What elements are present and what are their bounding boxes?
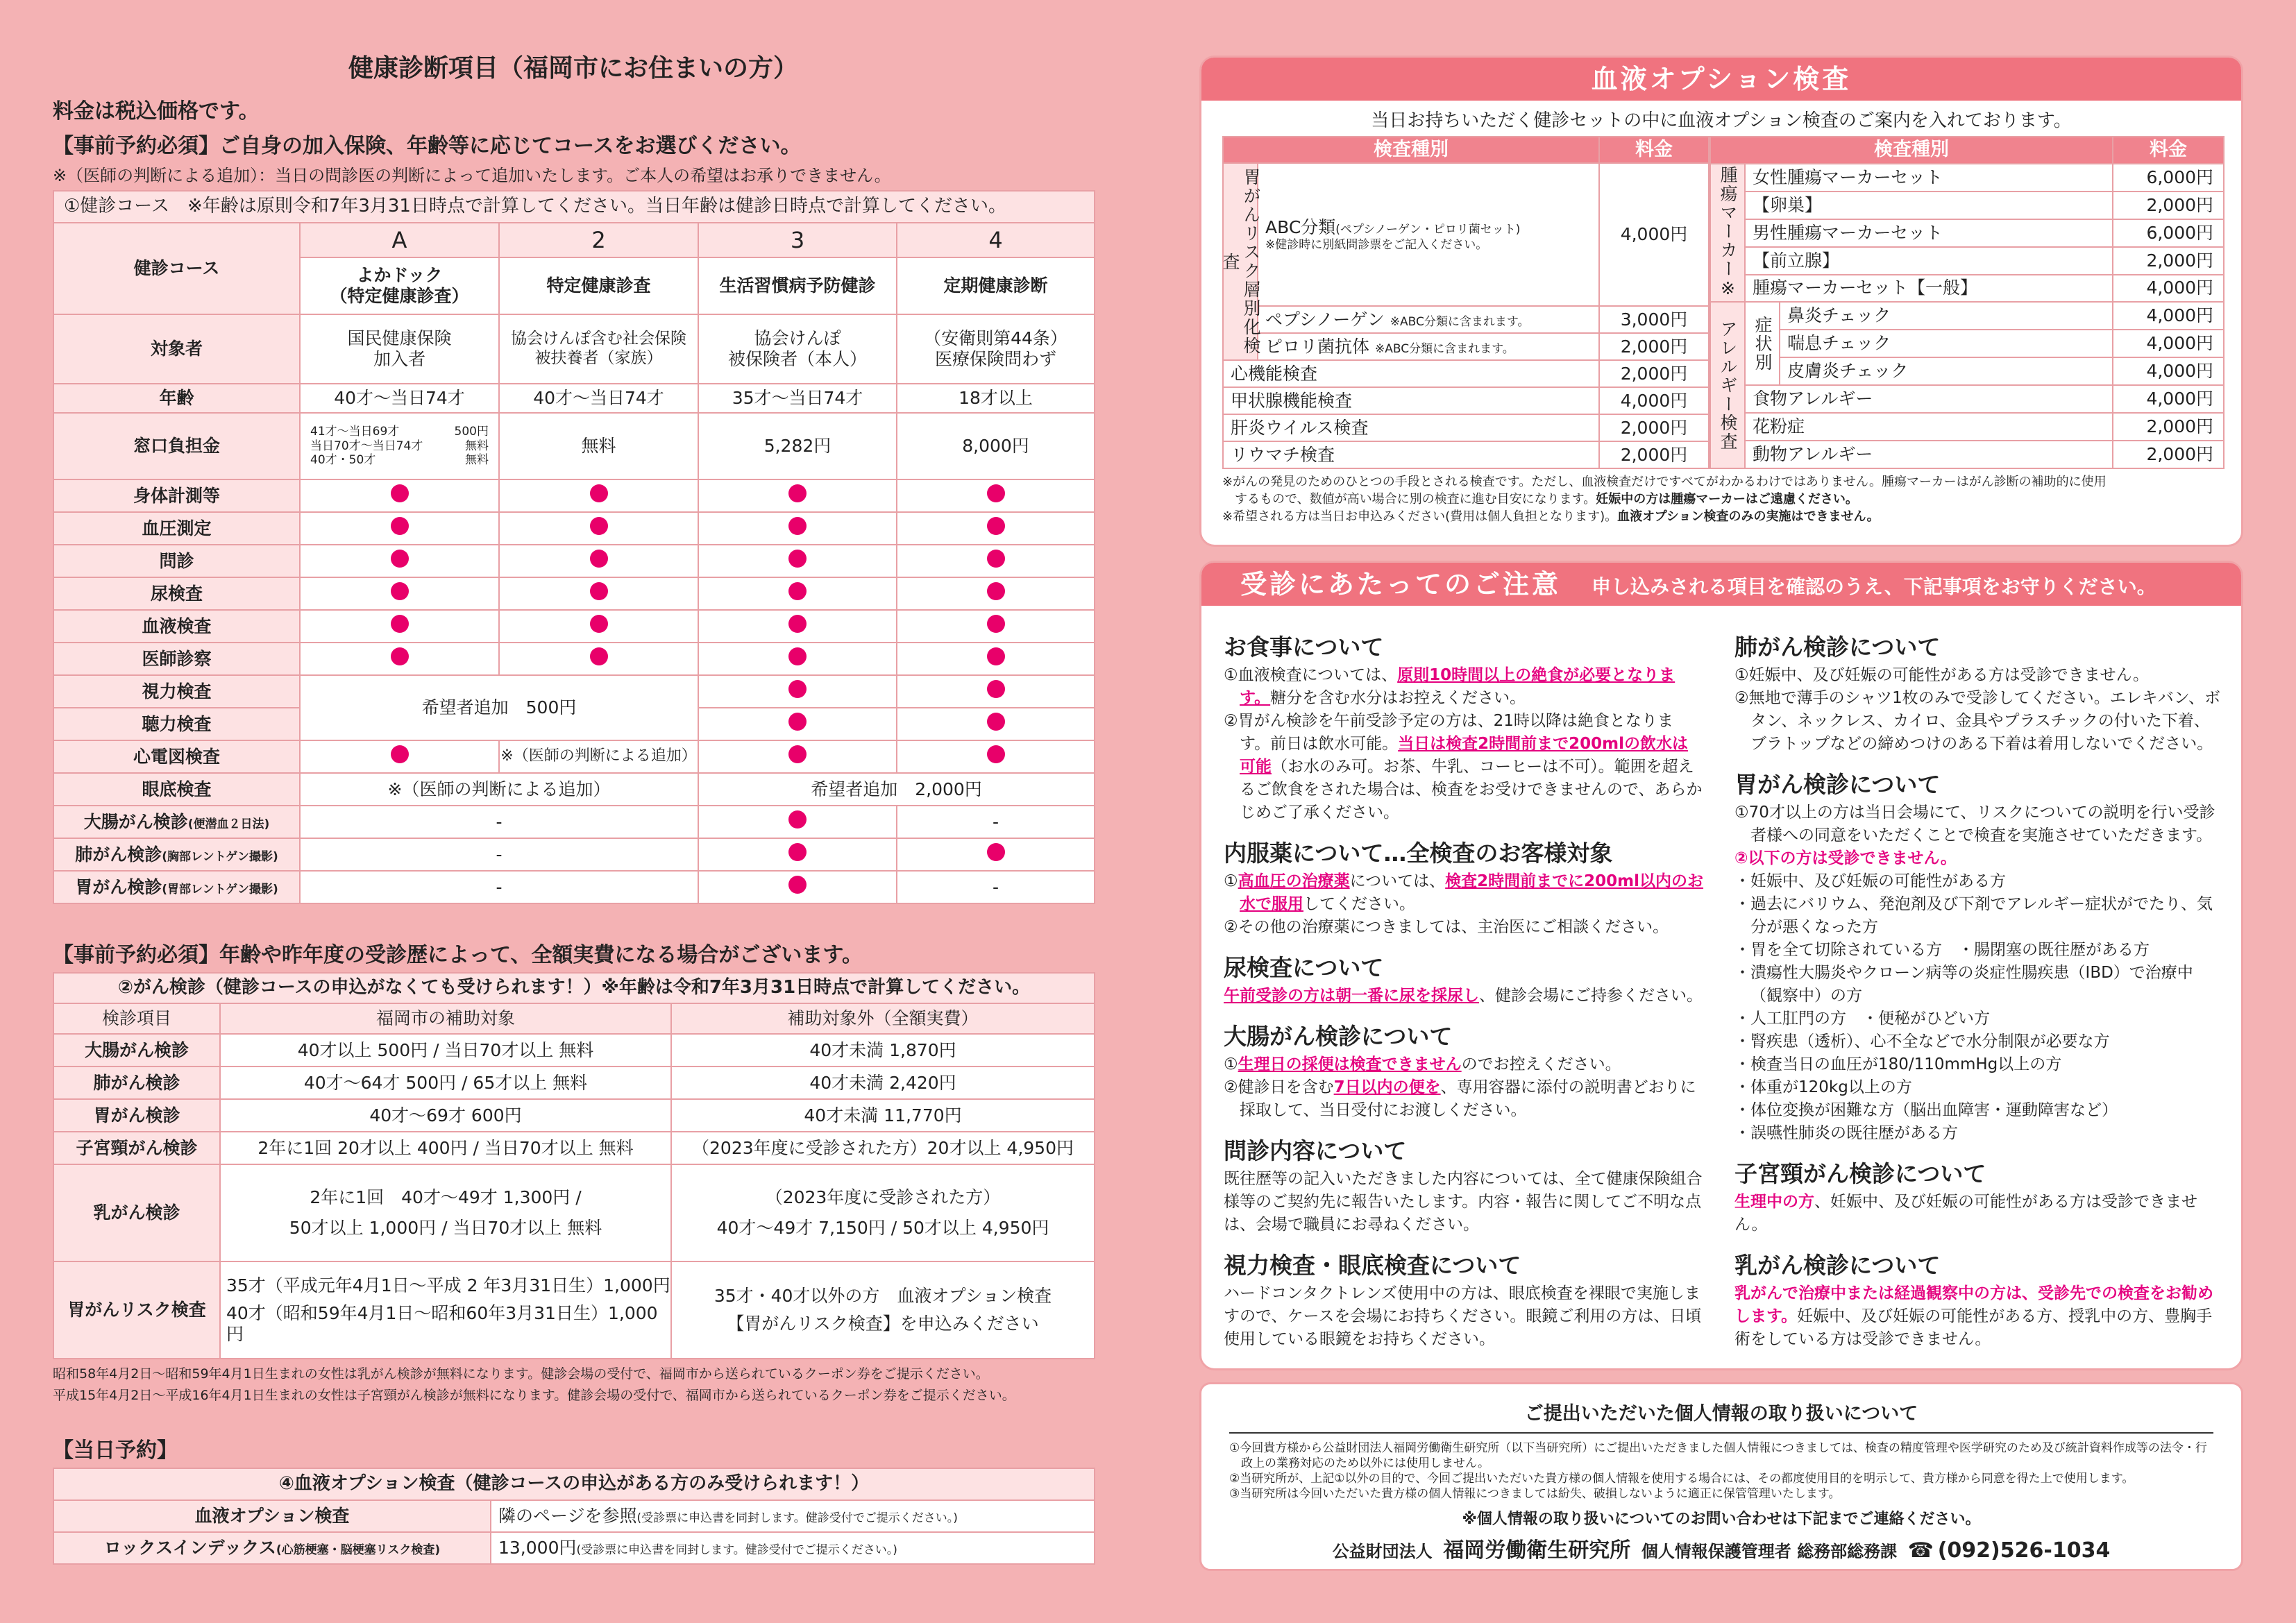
tax-note: 料金は税込価格です。 <box>53 99 260 124</box>
ecg-doctor-add: ※（医師の判断による追加） <box>499 740 698 773</box>
included-dot <box>590 615 608 633</box>
meal-heading: お食事について <box>1224 634 1384 661</box>
blood-fee: 2,000円 <box>2113 192 2224 219</box>
notes-box <box>1199 561 2243 1370</box>
vision-label: 視力検査 <box>53 675 300 708</box>
blood-fee: 6,000円 <box>2113 219 2224 247</box>
blood-item: 【前立腺】 <box>1745 247 2113 275</box>
cancer-row-label: 肺がん検診 <box>53 1067 220 1099</box>
item-label: 血液検査 <box>53 610 300 643</box>
blood-option-table <box>53 1468 1095 1565</box>
breast-heading: 乳がん検診について <box>1734 1252 1941 1279</box>
target-a: 国民健康保険 加入者 <box>300 314 499 384</box>
included-dot <box>590 647 608 665</box>
included-dot <box>391 484 409 502</box>
cancer-subsidy: 40才〜64才 500円 / 65才以上 無料 <box>220 1067 671 1099</box>
course-label: 健診コース <box>53 223 300 314</box>
included-dot <box>987 745 1005 763</box>
doctor-note: ※（医師の判断による追加）：当日の問診医の判断によって追加いたします。ご本人の希望はお承りできません。 <box>53 166 891 185</box>
blood-item: 皮膚炎チェック <box>1780 357 2113 385</box>
cancer-subsidy: 2年に1回 20才以上 400円 / 当日70才以上 無料 <box>220 1132 671 1164</box>
ecg-label: 心電図検査 <box>53 740 300 773</box>
blood-item: 心機能検査 <box>1223 360 1599 387</box>
col-header: 料金 <box>2113 137 2224 164</box>
cancer-full: （2023年度に受診された方）20才以上 4,950円 <box>671 1132 1095 1164</box>
included-dot <box>788 810 807 829</box>
med-heading: 内服薬について…全検査のお客様対象 <box>1224 840 1613 867</box>
lox-label: ロックスインデックス(心筋梗塞・脳梗塞リスク検査) <box>53 1532 491 1564</box>
notes-col-left: お食事について ①血液検査については、原則10時間以上の絶食が必要となります。糖分を含む水分はお控えください。 ②胃がん検診を午前受診予定の方は、21時以降は絶食となります。前日は飲水可能。当日は検査2時間前まで200mlの飲水は可能（お水のみ可。お茶、牛乳、コーヒーは不可）。範囲を超えるご飲食をされた場合は、検査をお受けできませんので、あらかじめご了承ください。 内服薬について…全検査のお客様対象 ①高血圧の治療薬については、検査2時間前までに200ml以内のお水で服用してください。 ②その他の治療薬につきましては、主治医にご相談ください。 尿検査について 午前受診の方は朝一番に尿を採尿し、健診会場にご持参ください。 大腸がん検診について ①生理日の採便は検査できませんのでお控えください。 ②健診日を含む7日以内の便を、専用容器に添付の説明書どおりに採取して、当日受付にお渡しください。 問診内容について 既往歴等の記入いただきました内容については、全て健康保険組合様等のご契約先に報告いたします。内容・報告に関してご不明な点は、会場で職員にお尋ねください。 視力検査・眼底検査について ハードコンタクトレンズ使用中の方は、眼底検査を裸眼で実施しますので、ケースを会場にお持ちください。眼鏡ご利用の方は、日頃使用している眼鏡をお持ちください。 <box>1224 634 1704 1348</box>
age-4: 18才以上 <box>897 384 1095 413</box>
course-code-4: 4 <box>897 223 1095 257</box>
notes-col-right: 肺がん検診について ①妊娠中、及び妊娠の可能性がある方は受診できません。 ②無地で薄手のシャツ1枚のみで受診してください。エレキバン、ボタン、ネックレス、カイロ、金具やプラスチックの付いた下着、ブラトップなどの締めつけのある下着は着用しないでください。 胃がん検診について ①70才以上の方は当日会場にて、リスクについての説明を行い受診者様への同意をいただくことで検査を実施させていただきます。 ②以下の方は受診できません。 ・妊娠中、及び妊娠の可能性がある方 ・過去にバリウム、発泡剤及び下剤でアレルギー症状がでたり、気分が悪くなった方 ・胃を全て切除されている方 ・腸閉塞の既往歴がある方 ・潰瘍性大腸炎やクローン病等の炎症性腸疾患（IBD）で治療中（観察中）の方 ・人工肛門の方 ・便秘がひどい方 ・腎疾患（透析）、心不全などで水分制限が必要な方 ・検査当日の血圧が180/110mmHg以上の方 ・体重が120kg以上の方 ・体位変換が困難な方（脳出血障害・運動障害など） ・誤嚥性肺炎の既往歴がある方 子宮頸がん検診について 生理中の方、妊娠中、及び妊娠の可能性がある方は受診できません。 乳がん検診について 乳がんで治療中または経過観察中の方は、受診先での検査をお勧めします。妊娠中、及び妊娠の可能性がある方、授乳中の方、豊胸手術をしている方は受診できません。 <box>1734 618 2225 1351</box>
footnote: 昭和58年4月2日〜昭和59年4月1日生まれの女性は乳がん検診が無料になります。健診会場の受付で、福岡市から送られているクーポン券をご提示ください。 <box>53 1366 989 1382</box>
dash: - <box>300 838 698 871</box>
included-dot <box>788 713 807 731</box>
target-2: 協会けんぽ含む社会保険 被扶養者（家族） <box>499 314 698 384</box>
blood-item: 甲状腺機能検査 <box>1223 387 1599 414</box>
blood-intro: 当日お持ちいただく健診セットの中に血液オプション検査のご案内を入れております。 <box>1371 110 2072 131</box>
left-page <box>53 49 1094 1565</box>
blood-item: 肝炎ウイルス検査 <box>1223 414 1599 441</box>
blood-item: 【卵巣】 <box>1745 192 2113 219</box>
blood-item: 動物アレルギー <box>1745 441 2113 468</box>
included-dot <box>788 517 807 535</box>
item-label: 問診 <box>53 545 300 577</box>
included-dot <box>788 615 807 633</box>
allergy-group-label: アレルギー検査 <box>1710 302 1745 468</box>
risk-label: 胃がんリスク検査 <box>53 1261 220 1359</box>
included-dot <box>590 484 608 502</box>
age-3: 35才〜当日74才 <box>698 384 897 413</box>
item-label: 医師診察 <box>53 643 300 675</box>
blood-option-box <box>1199 56 2243 547</box>
privacy-title: ご提出いただいた個人情報の取り扱いについて <box>1229 1398 2213 1434</box>
fee-3: 5,282円 <box>698 413 897 479</box>
included-dot <box>987 582 1005 600</box>
item-label: 血圧測定 <box>53 512 300 545</box>
included-dot <box>788 550 807 568</box>
included-dot <box>987 550 1005 568</box>
course-code-a: A <box>300 223 499 257</box>
blood-option-header: 血液オプション検査 <box>1201 58 2241 101</box>
lung-label: 肺がん検診(胸部レントゲン撮影) <box>53 838 300 871</box>
target-4: （安衛則第44条） 医療保険問わず <box>897 314 1095 384</box>
blood-item: 鼻炎チェック <box>1780 302 2113 330</box>
prebook-note: 【事前予約必須】ご自身の加入保険、年齢等に応じてコースをお選びください。 <box>53 134 802 158</box>
blood-item: 男性腫瘍マーカーセット <box>1745 219 2113 247</box>
age-2: 40才〜当日74才 <box>499 384 698 413</box>
target-label: 対象者 <box>53 314 300 384</box>
dash: - <box>897 806 1095 838</box>
dash: - <box>300 806 698 838</box>
pyl-fee: 2,000円 <box>1599 333 1709 360</box>
breast-label: 乳がん検診 <box>53 1164 220 1261</box>
blood-fee: 4,000円 <box>1599 387 1709 414</box>
included-dot <box>987 843 1005 861</box>
blood-table-right <box>1710 136 2225 469</box>
pep-fee: 3,000円 <box>1599 306 1709 333</box>
blood-option-caption: ④血液オプション検査（健診コースの申込がある方のみ受けられます！） <box>53 1468 1095 1500</box>
eye-label: 眼底検査 <box>53 773 300 806</box>
item-label: 尿検査 <box>53 577 300 610</box>
fee-label: 窓口負担金 <box>53 413 300 479</box>
blood-item: 女性腫瘍マーカーセット <box>1745 164 2113 192</box>
abc-fee: 4,000円 <box>1599 163 1709 306</box>
sameday-heading: 【当日予約】 <box>53 1438 178 1463</box>
included-dot <box>391 517 409 535</box>
privacy-org: 公益財団法人 福岡労働衛生研究所 個人情報保護管理者 総務部総務課 ☎ (092)526-1034 <box>1332 1538 2111 1563</box>
included-dot <box>391 745 409 763</box>
course-table <box>53 190 1095 904</box>
included-dot <box>590 517 608 535</box>
included-dot <box>987 484 1005 502</box>
eye-doctor-add: ※（医師の判断による追加） <box>300 773 698 806</box>
blood-fee: 4,000円 <box>2113 357 2224 385</box>
blood-table-left <box>1222 136 1710 469</box>
included-dot <box>788 876 807 894</box>
included-dot <box>987 647 1005 665</box>
age-label: 年齢 <box>53 384 300 413</box>
col-header: 検査種別 <box>1710 137 2113 164</box>
cancer-row-label: 胃がん検診 <box>53 1099 220 1132</box>
item-label: 身体計測等 <box>53 479 300 512</box>
blood-fee: 2,000円 <box>2113 247 2224 275</box>
q-heading: 問診内容について <box>1224 1137 1407 1164</box>
privacy-contact: ※個人情報の取り扱いについてのお問い合わせは下記までご連絡ください。 <box>1462 1511 1981 1528</box>
blood-fee: 2,000円 <box>2113 441 2224 468</box>
course-name-2: 特定健康診査 <box>499 257 698 314</box>
course-code-2: 2 <box>499 223 698 257</box>
dash: - <box>897 871 1095 903</box>
blood-fee: 4,000円 <box>2113 330 2224 357</box>
hearing-label: 聴力検査 <box>53 708 300 740</box>
blood-fee: 4,000円 <box>2113 275 2224 303</box>
included-dot <box>788 680 807 698</box>
course-name-3: 生活習慣病予防健診 <box>698 257 897 314</box>
course-table-caption: ①健診コース ※年齢は原則令和7年3月31日時点で計算してください。当日年齢は健診日時点で計算してください。 <box>53 191 1095 223</box>
lung-heading: 肺がん検診について <box>1734 634 1941 661</box>
included-dot <box>987 517 1005 535</box>
cancer-row-label: 子宮頸がん検診 <box>53 1132 220 1164</box>
colon-heading: 大腸がん検診について <box>1224 1023 1453 1050</box>
privacy-box <box>1199 1382 2243 1571</box>
cancer-full: 40才未満 1,870円 <box>671 1034 1095 1067</box>
fee-4: 8,000円 <box>897 413 1095 479</box>
blood-fee: 6,000円 <box>2113 164 2224 192</box>
col-header: 福岡市の補助対象 <box>220 1003 671 1034</box>
blood-option-label: 血液オプション検査 <box>53 1500 491 1532</box>
included-dot <box>788 647 807 665</box>
urine-heading: 尿検査について <box>1224 954 1384 981</box>
blood-item: 喘息チェック <box>1780 330 2113 357</box>
course-code-3: 3 <box>698 223 897 257</box>
blood-fee: 2,000円 <box>1599 441 1709 468</box>
blood-option-ref: 隣のページを参照(受診票に申込書を同封します。健診受付でご提示ください。) <box>491 1500 1095 1532</box>
cancer-subsidy: 40才〜69才 600円 <box>220 1099 671 1132</box>
blood-item: 腫瘍マーカーセット【一般】 <box>1745 275 2113 303</box>
col-header: 料金 <box>1599 137 1709 163</box>
included-dot <box>590 550 608 568</box>
privacy-text: ①今回貴方様から公益財団法人福岡労働衛生研究所（以下当研究所）にご提出いただきました個人情報につきましては、検査の精度管理や医学研究のため及び統計資料作成等の法令・行政上の業務対応のため以外には使用しません。 ②当研究所が、上記①以外の目的で、今回ご提出いただいた貴方様の個人情報を使用する場合には、その都度使用目的を明示して、貴方様から同意を得た上で使用します。 ③当研究所は今回いただいた貴方様の個人情報につきましては紛失、破損しないように適正に保管管理いたします。 <box>1229 1441 2207 1501</box>
pyl-item: ピロリ菌抗体 ※ABC分類に含まれます。 <box>1258 333 1599 360</box>
blood-fee: 4,000円 <box>2113 385 2224 413</box>
cancer-row-label: 大腸がん検診 <box>53 1034 220 1067</box>
blood-fee: 2,000円 <box>2113 413 2224 441</box>
stomach-label: 胃がん検診(胃部レントゲン撮影) <box>53 871 300 903</box>
fee-2: 無料 <box>499 413 698 479</box>
prebook2-note: 【事前予約必須】年齢や昨年度の受診歴によって、全額実費になる場合がございます。 <box>53 943 863 967</box>
stomach-heading: 胃がん検診について <box>1734 771 1941 798</box>
blood-item: リウマチ検査 <box>1223 441 1599 468</box>
cancer-subsidy: 40才以上 500円 / 当日70才以上 無料 <box>220 1034 671 1067</box>
age-a: 40才〜当日74才 <box>300 384 499 413</box>
included-dot <box>788 843 807 861</box>
included-dot <box>987 615 1005 633</box>
included-dot <box>788 484 807 502</box>
included-dot <box>391 647 409 665</box>
included-dot <box>391 582 409 600</box>
breast-subsidy: 2年に1回 40才〜49才 1,300円 / 50才以上 1,000円 / 当日70才以上 無料 <box>220 1164 671 1261</box>
risk-subsidy: 35才（平成元年4月1日〜平成 2 年3月31日生）1,000円 40才（昭和59年4月1日〜昭和60年3月31日生）1,000円 <box>220 1261 671 1359</box>
abc-item: ABC分類(ペプシノーゲン・ピロリ菌セット) ※健診時に別紙問診票をご記入ください。 <box>1258 163 1599 306</box>
phone-icon: ☎ <box>1907 1538 1934 1563</box>
blood-notes: ※がんの発見のためのひとつの手段とされる検査です。ただし、血液検査だけですべてがわかるわけではありません。腫瘍マーカーはがん診断の補助的に使用 するもので、数値が高い場合に別の検査に進む目安になります。妊娠中の方は腫瘍マーカーはご遠慮ください。 ※希望される方は当日お申込みください(費用は個人負担となります)。血液オプション検査のみの実施はできません。 <box>1222 475 2107 524</box>
cancer-full: 40才未満 11,770円 <box>671 1099 1095 1132</box>
cancer-full: 40才未満 2,420円 <box>671 1067 1095 1099</box>
course-name-a: よかドック （特定健康診査） <box>300 257 499 314</box>
included-dot <box>788 582 807 600</box>
col-header: 補助対象外（全額実費） <box>671 1003 1095 1034</box>
option-2000: 希望者追加 2,000円 <box>698 773 1095 806</box>
included-dot <box>590 582 608 600</box>
blood-fee: 2,000円 <box>1599 414 1709 441</box>
lox-fee: 13,000円(受診票に申込書を同封します。健診受付でご提示ください。) <box>491 1532 1095 1564</box>
col-header: 検診項目 <box>53 1003 220 1034</box>
colon-label: 大腸がん検診(便潜血２日法) <box>53 806 300 838</box>
included-dot <box>987 680 1005 698</box>
col-header: 検査種別 <box>1223 137 1599 163</box>
phone-number: (092)526-1034 <box>1937 1538 2111 1563</box>
blood-fee: 4,000円 <box>2113 302 2224 330</box>
blood-fee: 2,000円 <box>1599 360 1709 387</box>
cancer-table <box>53 972 1095 1359</box>
course-name-4: 定期健康診断 <box>897 257 1095 314</box>
included-dot <box>788 745 807 763</box>
eye-heading: 視力検査・眼底検査について <box>1224 1252 1521 1279</box>
gastric-group-label: 胃がんリスク層別化検査 <box>1223 163 1258 360</box>
blood-item: 食物アレルギー <box>1745 385 2113 413</box>
included-dot <box>391 550 409 568</box>
cervix-heading: 子宮頸がん検診について <box>1734 1160 1986 1187</box>
blood-item: 花粉症 <box>1745 413 2113 441</box>
option-500: 希望者追加 500円 <box>300 675 698 740</box>
notes-header: 受診にあたってのご注意 申し込みされる項目を確認のうえ、下記事項をお守りください。 <box>1201 563 2241 606</box>
dash: - <box>300 871 698 903</box>
pep-item: ペプシノーゲン ※ABC分類に含まれます。 <box>1258 306 1599 333</box>
symptom-group-label: 症状別 <box>1745 302 1780 385</box>
risk-full: 35才・40才以外の方 血液オプション検査 【胃がんリスク検査】を申込みください <box>671 1261 1095 1359</box>
included-dot <box>391 615 409 633</box>
tumor-group-label: 腫瘍マーカー※ <box>1710 164 1745 303</box>
cancer-table-caption: ②がん検診（健診コースの申込がなくても受けられます！）※年齢は令和7年3月31日時点で計算してください。 <box>53 973 1095 1003</box>
footnote: 平成15年4月2日〜平成16年4月1日生まれの女性は子宮頸がん検診が無料になります。健診会場の受付で、福岡市から送られているクーポン券をご提示ください。 <box>53 1388 1015 1403</box>
fee-a: 41才〜当日69才 500円 当日70才〜当日74才 無料 40才・50才 無料 <box>300 413 499 479</box>
breast-full: （2023年度に受診された方） 40才〜49才 7,150円 / 50才以上 4,950円 <box>671 1164 1095 1261</box>
included-dot <box>987 713 1005 731</box>
page-title: 健康診断項目（福岡市にお住まいの方） <box>348 54 798 83</box>
target-3: 協会けんぽ 被保険者（本人） <box>698 314 897 384</box>
